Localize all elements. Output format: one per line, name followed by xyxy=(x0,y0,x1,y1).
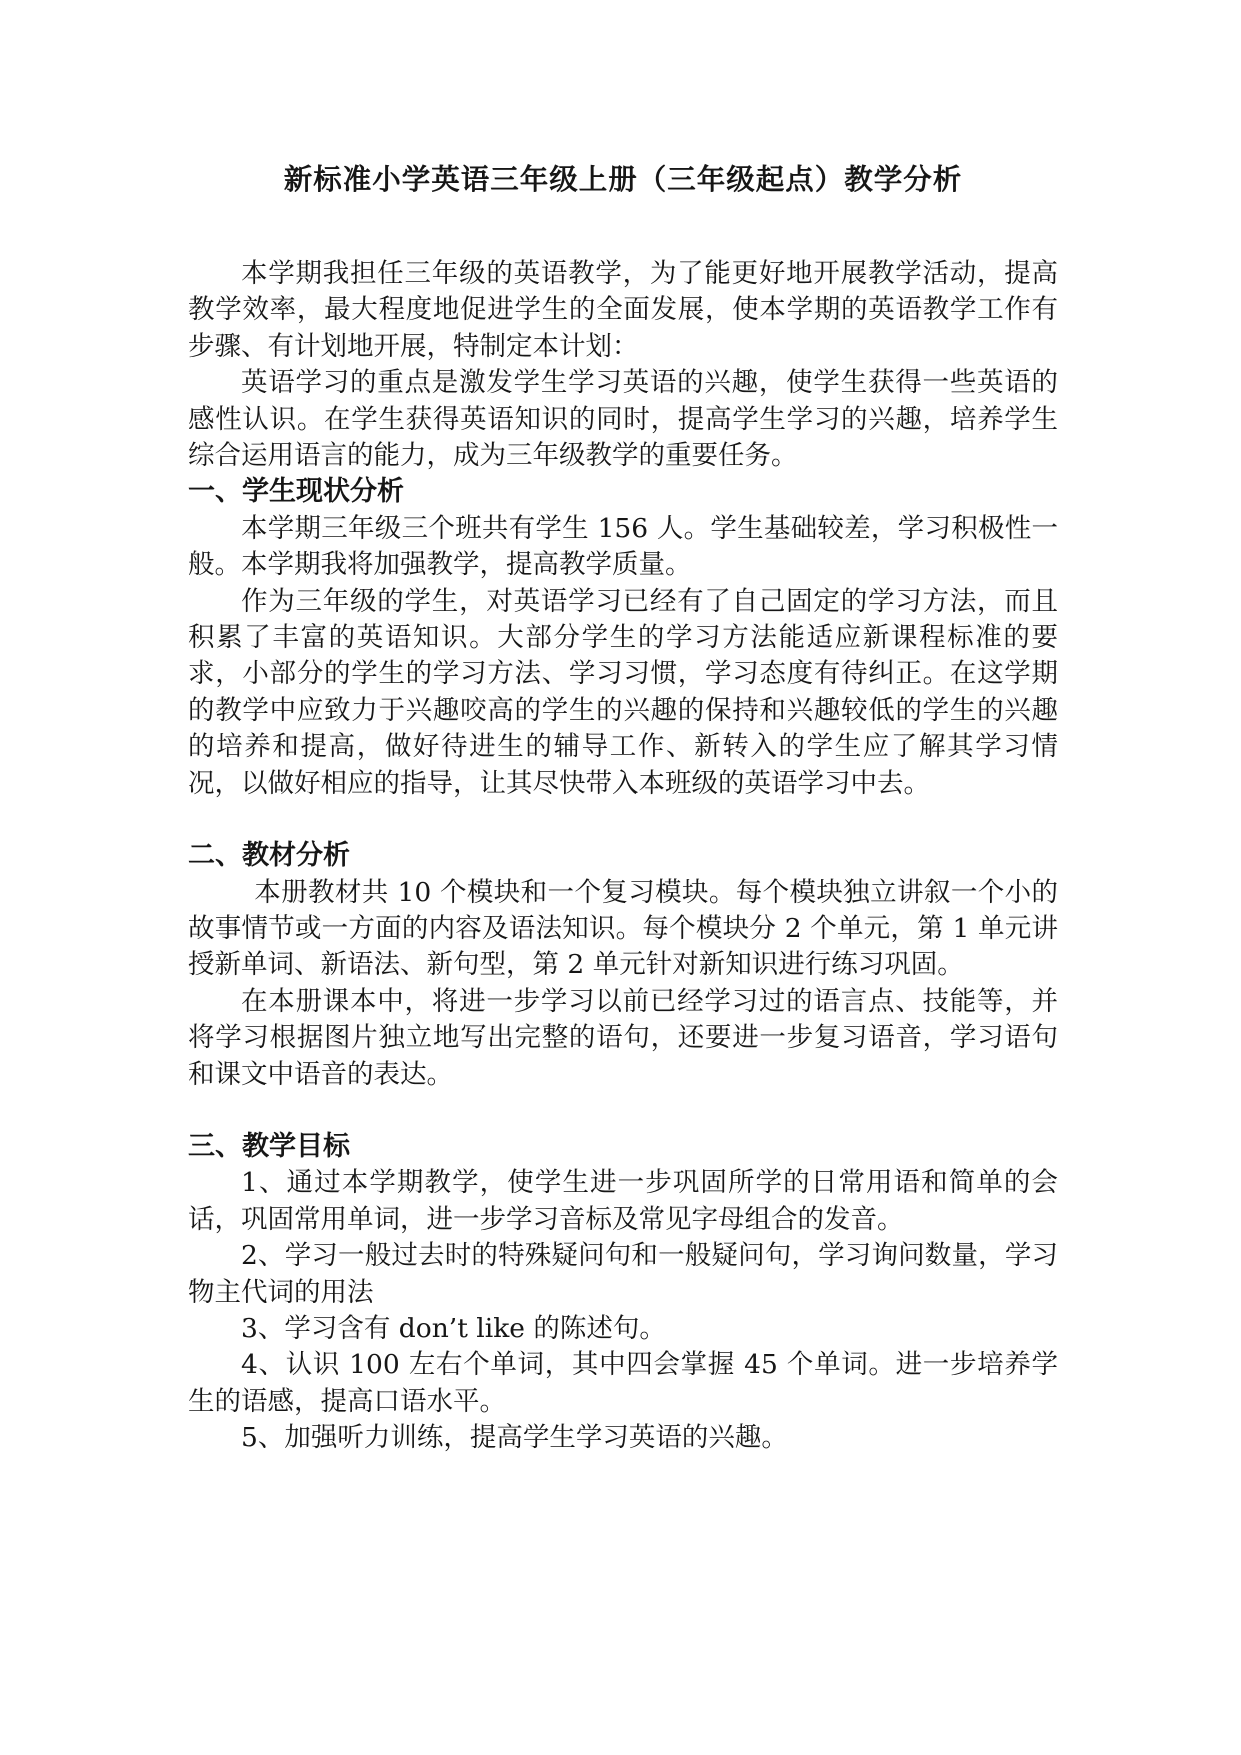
textbook-analysis-paragraph-1: 本册教材共 10 个模块和一个复习模块。每个模块独立讲叙一个小的故事情节或一方面的内容及语法知识。每个模块分 2 个单元，第 1 单元讲授新单词、新语法、新句型，第 2 单元针对新知识进行练习巩固。 xyxy=(188,876,1058,981)
textbook-analysis-paragraph-2: 在本册课本中，将进一步学习以前已经学习过的语言点、技能等，并将学习根据图片独立地写出完整的语句，还要进一步复习语音，学习语句和课文中语音的表达。 xyxy=(188,985,1058,1090)
student-analysis-paragraph-1: 本学期三年级三个班共有学生 156 人。学生基础较差，学习积极性一般。本学期我将加强教学，提高教学质量。 xyxy=(188,512,1058,581)
document-page xyxy=(188,160,1058,1457)
section-spacer xyxy=(188,802,1058,838)
teaching-goal-item-4: 4、认识 100 左右个单词，其中四会掌握 45 个单词。进一步培养学生的语感，提高口语水平。 xyxy=(188,1349,1058,1417)
intro-paragraph-1: 本学期我担任三年级的英语教学，为了能更好地开展教学活动，提高教学效率，最大程度地促进学生的全面发展，使本学期的英语教学工作有步骤、有计划地开展，特制定本计划： xyxy=(188,258,1058,362)
section-heading-textbook-analysis: 二、教材分析 xyxy=(188,840,350,872)
teaching-goal-item-3: 3、学习含有 don’t like 的陈述句。 xyxy=(241,1312,666,1344)
teaching-goal-item-2: 2、学习一般过去时的特殊疑问句和一般疑问句，学习询问数量，学习物主代词的用法 xyxy=(188,1240,1058,1308)
student-analysis-paragraph-2: 作为三年级的学生，对英语学习已经有了自己固定的学习方法，而且积累了丰富的英语知识。大部分学生的学习方法能适应新课程标准的要求，小部分的学生的学习方法、学习习惯，学习态度有待纠正。在这学期的教学中应致力于兴趣咬高的学生的兴趣的保持和兴趣较低的学生的兴趣的培养和提高，做好待进生的辅导工作、新转入的学生应了解其学习情况，以做好相应的指导，让其尽快带入本班级的英语学习中去。 xyxy=(188,585,1058,799)
section-heading-teaching-goals: 三、教学目标 xyxy=(188,1130,350,1162)
intro-paragraph-2: 英语学习的重点是激发学生学习英语的兴趣，使学生获得一些英语的感性认识。在学生获得英语知识的同时，提高学生学习的兴趣，培养学生综合运用语言的能力，成为三年级教学的重要任务。 xyxy=(188,367,1058,472)
section-spacer xyxy=(188,1093,1058,1129)
teaching-goal-item-5: 5、加强听力训练，提高学生学习英语的兴趣。 xyxy=(241,1422,788,1454)
teaching-goal-item-1: 1、通过本学期教学，使学生进一步巩固所学的日常用语和简单的会话，巩固常用单词，进一步学习音标及常见字母组合的发音。 xyxy=(188,1167,1058,1235)
document-title: 新标准小学英语三年级上册（三年级起点）教学分析 xyxy=(283,163,963,196)
section-heading-student-analysis: 一、学生现状分析 xyxy=(188,476,404,508)
